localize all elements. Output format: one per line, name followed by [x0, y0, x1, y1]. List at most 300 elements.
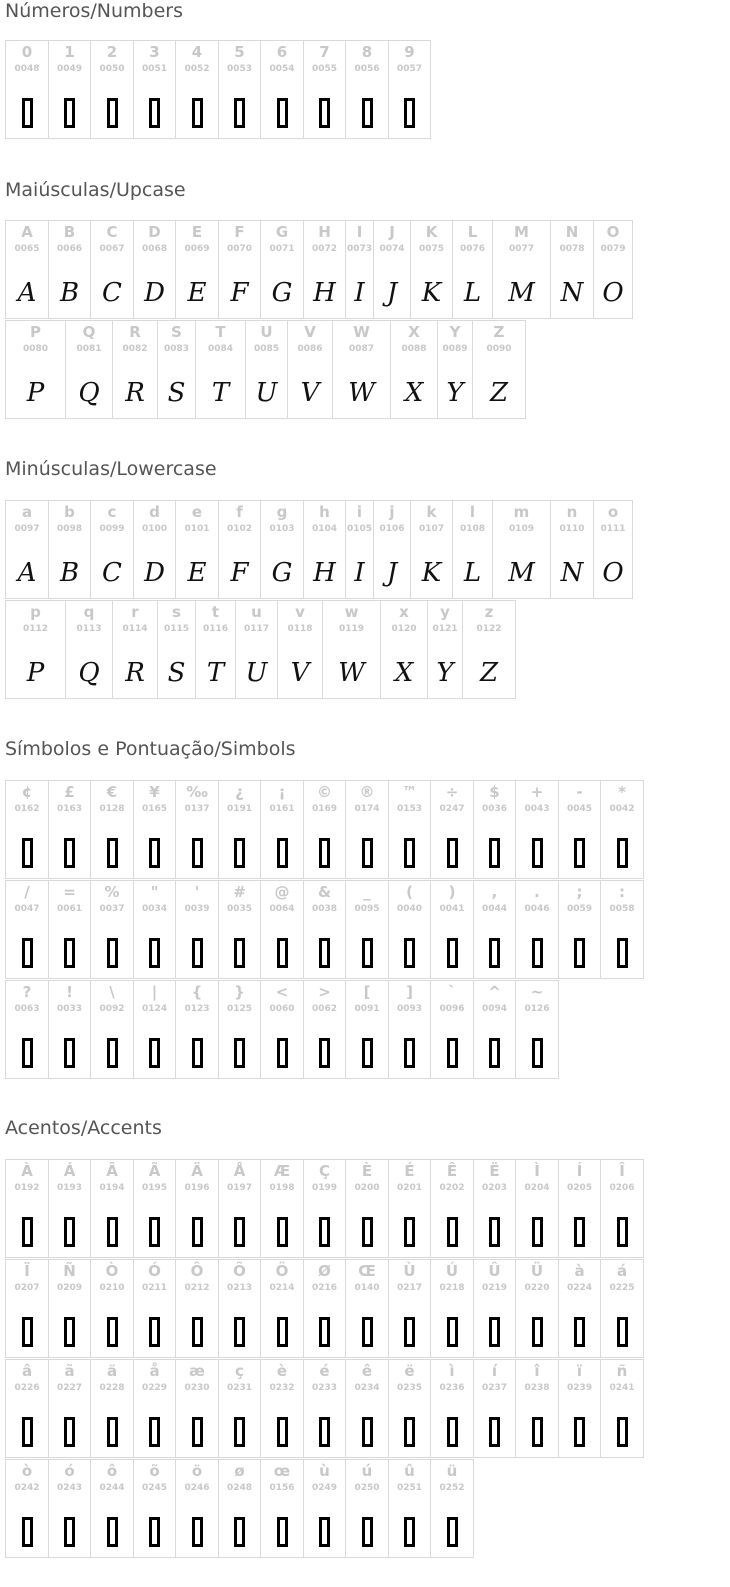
glyph-preview [219, 935, 260, 971]
glyph-preview [91, 1035, 133, 1071]
character-code: 0033 [56, 1004, 83, 1014]
character-code: 0120 [391, 624, 417, 634]
character-label: & [317, 883, 332, 901]
character-code: 0066 [56, 244, 83, 254]
missing-glyph-box-icon [319, 1317, 330, 1347]
glyph-cell [287, 320, 333, 419]
character-label: Ì [534, 1162, 540, 1180]
glyph-preview [474, 1214, 515, 1250]
character-label: Ø [318, 1262, 331, 1280]
missing-glyph-box-icon [362, 938, 373, 968]
glyph-preview [6, 935, 48, 971]
glyph-preview [493, 555, 550, 591]
character-code: 0161 [269, 804, 295, 814]
glyph-preview [261, 1414, 303, 1450]
glyph-cell [175, 1159, 219, 1258]
glyph-preview [346, 555, 373, 591]
glyph-cell [48, 1259, 91, 1358]
glyph-preview [49, 1414, 90, 1450]
character-code: 0137 [184, 804, 210, 814]
character-label: / [24, 883, 30, 901]
glyph-cell [303, 880, 346, 979]
character-label: P [30, 323, 41, 341]
character-label: ) [448, 883, 456, 901]
glyph-preview [219, 95, 260, 131]
character-label: ù [319, 1462, 330, 1480]
missing-glyph-box-icon [404, 1517, 415, 1547]
character-label: ' [194, 883, 200, 901]
glyph-cell [5, 600, 66, 699]
missing-glyph-box-icon [532, 938, 543, 968]
glyph-preview [6, 1214, 48, 1250]
glyph-cell [373, 220, 411, 319]
glyph-cell [515, 1159, 559, 1258]
glyph-preview [551, 275, 593, 311]
glyph-cell [260, 40, 304, 139]
character-label: ™ [402, 783, 417, 801]
script-glyph: E [187, 558, 207, 588]
missing-glyph-box-icon [319, 1217, 330, 1247]
missing-glyph-box-icon [277, 1317, 288, 1347]
glyph-cell [430, 1359, 474, 1458]
character-label: ë [404, 1362, 415, 1380]
glyph-cell [303, 1359, 346, 1458]
glyph-cell [218, 780, 261, 879]
glyph-cell [5, 980, 49, 1079]
missing-glyph-box-icon [64, 1517, 75, 1547]
glyph-preview [91, 835, 133, 871]
character-label: i [356, 503, 363, 521]
character-label: X [408, 323, 420, 341]
missing-glyph-box-icon [362, 1417, 373, 1447]
character-code: 0108 [459, 524, 486, 534]
glyph-cell [600, 780, 644, 879]
glyph-cell [175, 780, 219, 879]
character-code: 0107 [418, 524, 445, 534]
character-label: s [172, 603, 181, 621]
missing-glyph-box-icon [319, 1038, 330, 1068]
glyph-preview [196, 375, 245, 411]
script-glyph: C [102, 278, 122, 308]
character-label: Œ [358, 1262, 376, 1280]
missing-glyph-box-icon [277, 98, 288, 128]
glyph-preview [463, 655, 515, 691]
glyph-preview [438, 375, 472, 411]
glyph-cell [390, 320, 438, 419]
glyph-cell [260, 220, 304, 319]
missing-glyph-box-icon [277, 938, 288, 968]
character-label: á [616, 1262, 628, 1280]
character-code: 0252 [439, 1483, 465, 1493]
character-code: 0089 [442, 344, 468, 354]
glyph-preview [381, 655, 427, 691]
glyph-cell [345, 220, 374, 319]
glyph-preview [411, 555, 452, 591]
character-label: ã [64, 1362, 75, 1380]
glyph-cell [473, 1259, 516, 1358]
glyph-cell [5, 500, 49, 599]
glyph-row [0, 220, 730, 320]
glyph-preview [516, 1314, 558, 1350]
glyph-preview [601, 835, 643, 871]
missing-glyph-box-icon [64, 1038, 75, 1068]
script-glyph: M [508, 558, 535, 588]
character-code: 0034 [141, 904, 168, 914]
character-label: | [151, 983, 158, 1001]
glyph-cell [515, 1259, 559, 1358]
character-code: 0093 [396, 1004, 423, 1014]
glyph-cell [388, 1359, 431, 1458]
glyph-cell [600, 880, 644, 979]
character-label: Ç [318, 1162, 330, 1180]
glyph-cell [90, 1359, 134, 1458]
character-code: 0067 [99, 244, 125, 254]
glyph-preview [304, 1514, 345, 1550]
glyph-preview [6, 555, 48, 591]
character-code: 0228 [99, 1383, 125, 1393]
glyph-preview [49, 1514, 90, 1550]
character-code: 0225 [609, 1283, 635, 1293]
missing-glyph-box-icon [192, 1217, 203, 1247]
character-code: 0241 [609, 1383, 635, 1393]
glyph-cell [48, 880, 91, 979]
missing-glyph-box-icon [192, 938, 203, 968]
missing-glyph-box-icon [107, 1217, 118, 1247]
character-code: 0156 [269, 1483, 295, 1493]
glyph-cell [218, 1459, 261, 1558]
glyph-cell [90, 980, 134, 1079]
glyph-cell [388, 40, 431, 139]
character-label: \ [109, 983, 115, 1001]
character-code: 0105 [346, 524, 373, 534]
glyph-cell [462, 600, 516, 699]
glyph-cell [345, 780, 389, 879]
script-glyph: U [255, 378, 278, 408]
missing-glyph-box-icon [234, 1517, 245, 1547]
character-code: 0090 [486, 344, 512, 354]
glyph-preview [346, 835, 388, 871]
character-label: T [215, 323, 226, 341]
character-label: ! [66, 983, 73, 1001]
character-label: R [129, 323, 141, 341]
character-label: ¡ [278, 783, 286, 801]
character-code: 0126 [524, 1004, 550, 1014]
missing-glyph-box-icon [277, 1517, 288, 1547]
character-label: e [191, 503, 203, 521]
character-code: 0218 [439, 1283, 465, 1293]
glyph-cell [48, 500, 91, 599]
script-glyph: W [348, 378, 375, 408]
glyph-cell [430, 1159, 474, 1258]
character-label: 9 [404, 43, 415, 61]
character-code: 0226 [14, 1383, 40, 1393]
script-glyph: H [313, 278, 336, 308]
glyph-row [0, 500, 730, 600]
glyph-preview [304, 555, 345, 591]
character-code: 0075 [418, 244, 445, 254]
glyph-cell [260, 980, 304, 1079]
glyph-cell [175, 220, 219, 319]
missing-glyph-box-icon [22, 1517, 33, 1547]
glyph-cell [345, 40, 389, 139]
glyph-cell [303, 780, 346, 879]
missing-glyph-box-icon [22, 98, 33, 128]
missing-glyph-box-icon [447, 1417, 458, 1447]
glyph-preview [134, 95, 175, 131]
character-label: à [574, 1262, 585, 1280]
missing-glyph-box-icon [64, 1417, 75, 1447]
script-glyph: L [463, 278, 482, 308]
glyph-cell [260, 880, 304, 979]
character-code: 0249 [311, 1483, 338, 1493]
glyph-cell [133, 500, 176, 599]
glyph-preview [389, 935, 430, 971]
glyph-preview [304, 1414, 345, 1450]
character-code: 0085 [253, 344, 280, 354]
glyph-preview [49, 1214, 90, 1250]
script-glyph: E [187, 278, 207, 308]
missing-glyph-box-icon [64, 1217, 75, 1247]
glyph-cell [90, 1259, 134, 1358]
character-code: 0076 [459, 244, 486, 254]
character-code: 0197 [226, 1183, 253, 1193]
character-code: 0118 [287, 624, 313, 634]
character-code: 0230 [184, 1383, 210, 1393]
character-label: ô [106, 1462, 118, 1480]
character-label: ‰ [186, 783, 208, 801]
missing-glyph-box-icon [64, 1317, 75, 1347]
character-code: 0128 [99, 804, 125, 814]
missing-glyph-box-icon [22, 1038, 33, 1068]
glyph-preview [346, 275, 373, 311]
character-label: v [295, 603, 305, 621]
glyph-cell [473, 1159, 516, 1258]
glyph-cell [175, 40, 219, 139]
character-label: ® [359, 783, 375, 801]
glyph-cell [472, 320, 526, 419]
character-code: 0070 [226, 244, 253, 254]
missing-glyph-box-icon [107, 938, 118, 968]
character-code: 0162 [14, 804, 40, 814]
missing-glyph-box-icon [362, 1517, 373, 1547]
glyph-preview [6, 835, 48, 871]
character-label: ä [106, 1362, 118, 1380]
glyph-cell [345, 500, 374, 599]
glyph-cell [48, 1359, 91, 1458]
character-label: p [30, 603, 41, 621]
glyph-cell [48, 40, 91, 139]
script-glyph: Y [446, 378, 464, 408]
character-code: 0204 [524, 1183, 550, 1193]
character-label: * [618, 783, 626, 801]
character-code: 0244 [99, 1483, 125, 1493]
glyph-cell [260, 780, 304, 879]
character-code: 0088 [401, 344, 427, 354]
script-glyph: X [394, 658, 414, 688]
character-code: 0248 [226, 1483, 253, 1493]
missing-glyph-box-icon [404, 938, 415, 968]
glyph-preview [346, 1035, 388, 1071]
glyph-preview [219, 1035, 260, 1071]
character-code: 0116 [202, 624, 229, 634]
character-label: c [107, 503, 117, 521]
glyph-cell [175, 1459, 219, 1558]
character-code: 0059 [566, 904, 593, 914]
glyph-preview [346, 1414, 388, 1450]
character-code: 0153 [396, 804, 423, 814]
glyph-cell [515, 1359, 559, 1458]
glyph-preview [91, 95, 133, 131]
character-code: 0041 [439, 904, 465, 914]
character-label: J [389, 223, 395, 241]
glyph-cell [277, 600, 323, 699]
glyph-cell [260, 1359, 304, 1458]
glyph-preview [474, 1035, 515, 1071]
glyph-preview [196, 655, 235, 691]
glyph-preview [374, 555, 410, 591]
missing-glyph-box-icon [362, 1217, 373, 1247]
character-code: 0062 [311, 1004, 338, 1014]
glyph-preview [91, 555, 133, 591]
glyph-cell [332, 320, 391, 419]
missing-glyph-box-icon [234, 98, 245, 128]
character-code: 0106 [379, 524, 405, 534]
character-code: 0224 [566, 1283, 593, 1293]
glyph-cell [260, 500, 304, 599]
character-label: 7 [319, 43, 330, 61]
character-code: 0250 [354, 1483, 380, 1493]
glyph-preview [261, 275, 303, 311]
glyph-cell [473, 980, 516, 1079]
character-label: Å [233, 1162, 246, 1180]
character-code: 0099 [99, 524, 125, 534]
glyph-preview [601, 1314, 643, 1350]
glyph-cell [388, 980, 431, 1079]
glyph-cell [195, 600, 236, 699]
character-code: 0081 [76, 344, 102, 354]
character-code: 0205 [566, 1183, 593, 1193]
glyph-cell [558, 880, 601, 979]
character-label: Z [493, 323, 505, 341]
glyph-cell [133, 40, 176, 139]
character-label: Ù [403, 1262, 416, 1280]
glyph-preview [134, 555, 175, 591]
glyph-cell [345, 1259, 389, 1358]
character-label: ¢ [21, 783, 33, 801]
character-label: É [404, 1162, 415, 1180]
character-code: 0251 [396, 1483, 423, 1493]
missing-glyph-box-icon [149, 1317, 160, 1347]
script-glyph: T [211, 378, 230, 408]
character-label: % [104, 883, 120, 901]
missing-glyph-box-icon [234, 1317, 245, 1347]
glyph-cell [5, 780, 49, 879]
glyph-cell [558, 1359, 601, 1458]
glyph-cell [373, 500, 411, 599]
character-code: 0087 [348, 344, 375, 354]
character-code: 0038 [311, 904, 338, 914]
character-label: õ [149, 1462, 160, 1480]
glyph-preview [431, 1314, 473, 1350]
glyph-preview [391, 375, 437, 411]
glyph-cell [303, 500, 346, 599]
glyph-cell [260, 1459, 304, 1558]
glyph-preview [261, 1214, 303, 1250]
glyph-cell [558, 1159, 601, 1258]
character-code: 0231 [226, 1383, 253, 1393]
glyph-cell [245, 320, 288, 419]
glyph-preview [158, 655, 195, 691]
glyph-cell [175, 1359, 219, 1458]
character-label: Ó [148, 1262, 161, 1280]
script-glyph: B [59, 558, 80, 588]
script-glyph: A [17, 558, 37, 588]
glyph-preview [91, 1214, 133, 1250]
character-label: Ñ [63, 1262, 76, 1280]
glyph-preview [559, 1414, 600, 1450]
missing-glyph-box-icon [22, 1217, 33, 1247]
character-label: Y [449, 323, 461, 341]
glyph-cell [175, 980, 219, 1079]
glyph-cell [5, 40, 49, 139]
character-code: 0063 [14, 1004, 40, 1014]
glyph-preview [6, 95, 48, 131]
character-label: ê [361, 1362, 373, 1380]
character-code: 0234 [354, 1383, 380, 1393]
glyph-row [0, 600, 730, 700]
missing-glyph-box-icon [489, 1317, 500, 1347]
glyph-cell [593, 220, 633, 319]
section-title-numbers: Números/Numbers [5, 0, 183, 22]
missing-glyph-box-icon [277, 1038, 288, 1068]
glyph-preview [6, 1035, 48, 1071]
script-glyph: G [271, 278, 293, 308]
glyph-preview [176, 1314, 218, 1350]
character-code: 0073 [346, 244, 373, 254]
glyph-preview [49, 835, 90, 871]
character-label: ç [235, 1362, 244, 1380]
character-label: y [440, 603, 450, 621]
glyph-cell [5, 220, 49, 319]
character-label: 6 [276, 43, 288, 61]
missing-glyph-box-icon [149, 1217, 160, 1247]
character-code: 0080 [22, 344, 49, 354]
glyph-preview [134, 1035, 175, 1071]
glyph-row [0, 320, 730, 420]
glyph-preview [474, 1314, 515, 1350]
character-code: 0071 [269, 244, 295, 254]
character-label: Â [106, 1162, 118, 1180]
character-code: 0056 [354, 64, 380, 74]
character-code: 0121 [432, 624, 458, 634]
character-code: 0207 [14, 1283, 40, 1293]
character-label: : [619, 883, 625, 901]
glyph-preview [49, 275, 90, 311]
glyph-preview [176, 95, 218, 131]
character-code: 0040 [396, 904, 423, 914]
glyph-preview [431, 1514, 473, 1550]
glyph-cell [133, 1359, 176, 1458]
script-glyph: J [386, 278, 398, 308]
character-label: û [404, 1462, 415, 1480]
glyph-preview [134, 1214, 175, 1250]
character-code: 0247 [439, 804, 465, 814]
script-glyph: S [167, 378, 186, 408]
character-code: 0053 [226, 64, 253, 74]
glyph-preview [261, 935, 303, 971]
glyph-cell [388, 1259, 431, 1358]
glyph-cell [90, 1459, 134, 1558]
